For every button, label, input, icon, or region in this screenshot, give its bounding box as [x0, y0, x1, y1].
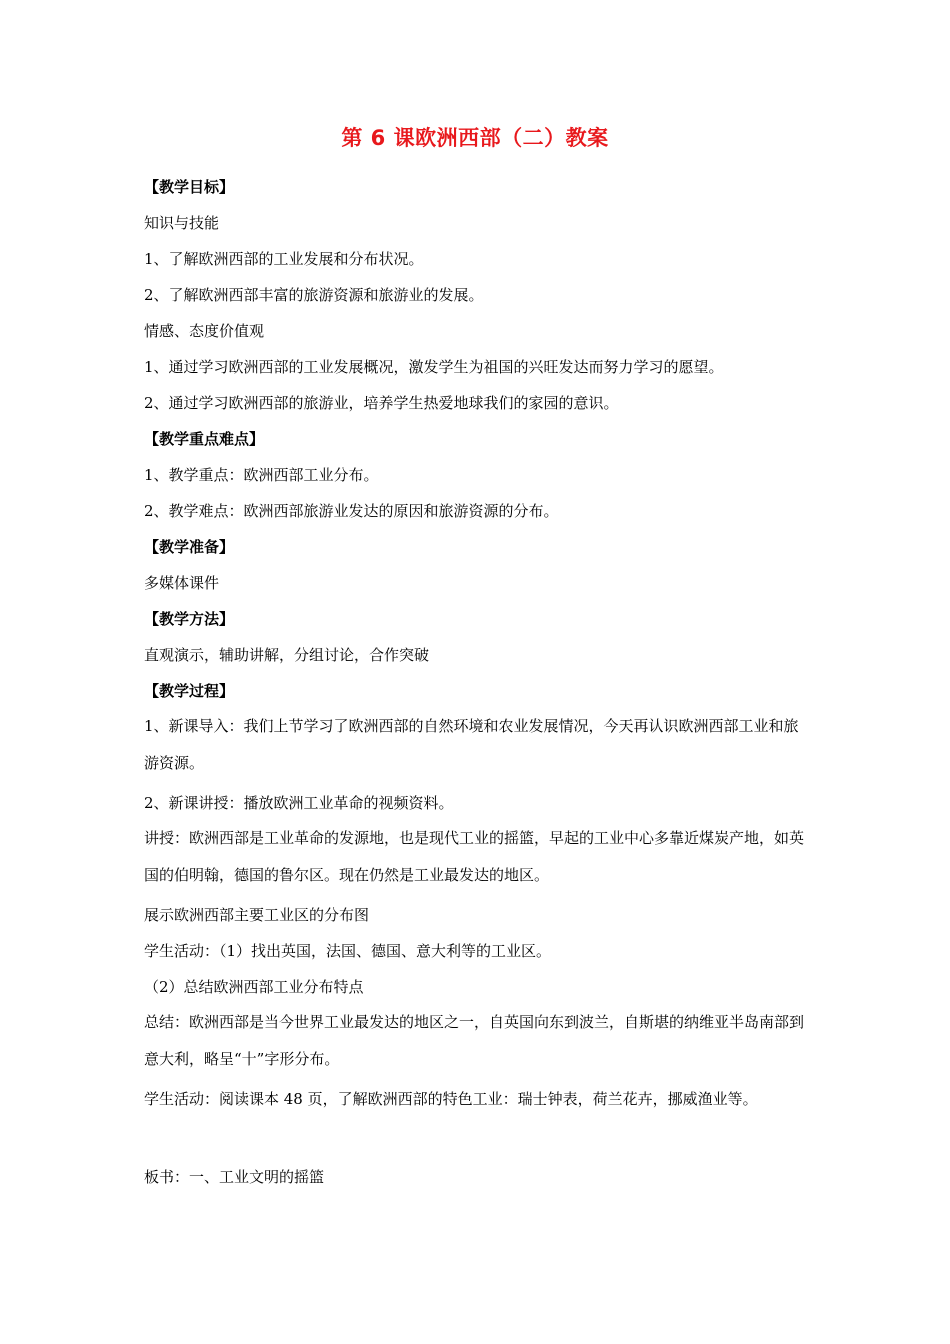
- prep-heading: 【教学准备】: [144, 538, 235, 556]
- activity-1: 学生活动：（1）找出英国，法国、德国、意大利等的工业区。: [144, 942, 552, 960]
- method-heading: 【教学方法】: [144, 610, 235, 628]
- emotion-label: 情感、态度价值观: [144, 322, 265, 340]
- board-text: 板书：一、工业文明的摇篮: [144, 1168, 325, 1186]
- method-text: 直观演示，辅助讲解，分组讨论，合作突破: [144, 646, 430, 664]
- lecture-paragraph: 讲授：欧洲西部是工业革命的发源地，也是现代工业的摇篮，早起的工业中心多靠近煤炭产地，如英国的伯明翰，德国的鲁尔区。现在仍然是工业最发达的地区。: [144, 829, 805, 884]
- process-item-1: 1、新课导入：我们上节学习了欧洲西部的自然环境和农业发展情况，今天再认识欧洲西部工业和旅游资源。: [144, 717, 799, 772]
- process-heading: 【教学过程】: [144, 682, 235, 700]
- emotion-item-2: 2、通过学习欧洲西部的旅游业，培养学生热爱地球我们的家园的意识。: [144, 394, 619, 412]
- emotion-item-1: 1、通过学习欧洲西部的工业发展概况，激发学生为祖国的兴旺发达而努力学习的愿望。: [144, 358, 724, 376]
- activity-3: 学生活动：阅读课本 48 页，了解欧洲西部的特色工业：瑞士钟表，荷兰花卉，挪威渔业等。: [144, 1090, 758, 1108]
- knowledge-item-1: 1、了解欧洲西部的工业发展和分布状况。: [144, 250, 424, 268]
- prep-text: 多媒体课件: [144, 574, 220, 592]
- keypoint-item-1: 1、教学重点：欧洲西部工业分布。: [144, 466, 379, 484]
- summary-paragraph: 总结：欧洲西部是当今世界工业最发达的地区之一，自英国向东到波兰，自斯堪的纳维亚半岛南部到意大利，略呈“十”字形分布。: [144, 1013, 805, 1068]
- page-title: 第 6 课欧洲西部（二）教案: [341, 126, 609, 150]
- activity-2: （2）总结欧洲西部工业分布特点: [144, 978, 364, 996]
- keypoint-item-2: 2、教学难点：欧洲西部旅游业发达的原因和旅游资源的分布。: [144, 502, 559, 520]
- keypoints-heading: 【教学重点难点】: [144, 430, 265, 448]
- knowledge-item-2: 2、了解欧洲西部丰富的旅游资源和旅游业的发展。: [144, 286, 484, 304]
- process-item-2: 2、新课讲授：播放欧洲工业革命的视频资料。: [144, 794, 454, 812]
- show-map-text: 展示欧洲西部主要工业区的分布图: [144, 906, 370, 924]
- knowledge-label: 知识与技能: [144, 214, 220, 232]
- goals-heading: 【教学目标】: [144, 178, 235, 196]
